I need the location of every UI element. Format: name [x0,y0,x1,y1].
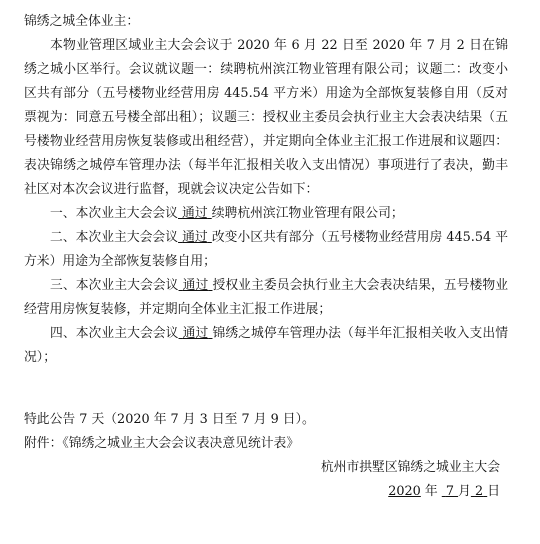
date-day-unit: 日 [487,484,500,499]
date-month: 7 [445,484,455,499]
resolution-result: 通过 [182,326,209,341]
resolution-result: 通过 [182,206,208,221]
resolution-text: 续聘杭州滨江物业管理有限公司； [211,206,404,221]
resolution-text: 锦绣之城停车管理办法（每半年汇报相关收入支出情况）； [24,326,508,365]
resolution-prefix: 二、本次业主大会会议 [50,230,179,245]
intro-paragraph: 本物业管理区域业主大会会议于 2020 年 6 月 22 日至 2020 年 7 月 2 日在锦绣之城小区举行。会议就议题一：续聘杭州滨江物业管理有限公司；议题二：改变小区共有部分（五号楼物业经营用房 445.54 平方米）用途为全部恢复装修自用（反对票视为：同意五号楼全部出租）；议题三：授权业主委员会执行业主大会表决结果（五号楼物业经营用房恢复装修或出租经营），并定期向全体业主汇报工作进展和议题四：表决锦绣之城停车管理办法（每半年汇报相关收入支出情况）事项进行了表决，勤丰社区对本次会议进行监督，现就会议决定公告如下： [24,38,508,197]
resolution-1 [24,202,508,226]
resolution-result: 通过 [182,278,209,293]
notice-period: 特此公告 7 天（2020 年 7 月 3 日至 7 月 9 日）。 [24,412,315,427]
resolution-text: 授权业主委员会执行业主大会表决结果，五号楼物业经营用房恢复装修，并定期向全体业主汇报工作进展； [24,278,508,317]
date-year: 2020 [388,484,421,499]
resolution-2 [24,226,508,274]
resolution-4 [24,322,508,370]
date-year-unit: 年 [424,484,438,499]
date-day: 2 [474,484,484,499]
signature: 杭州市拱墅区锦绣之城业主大会 [320,460,500,475]
resolution-text: 改变小区共有部分（五号楼物业经营用房 445.54 平方米）用途为全部恢复装修自用； [24,230,508,269]
resolution-prefix: 三、本次业主大会会议 [50,278,179,293]
resolution-result: 通过 [182,230,208,245]
resolution-prefix: 一、本次业主大会会议 [50,206,178,221]
announcement-date [24,480,508,504]
resolution-prefix: 四、本次业主大会会议 [50,326,179,341]
resolution-3 [24,274,508,322]
salutation: 锦绣之城全体业主： [24,14,140,29]
attachment: 附件：《锦绣之城业主大会会议表决意见统计表》 [24,436,300,451]
date-month-unit: 月 [458,484,471,499]
